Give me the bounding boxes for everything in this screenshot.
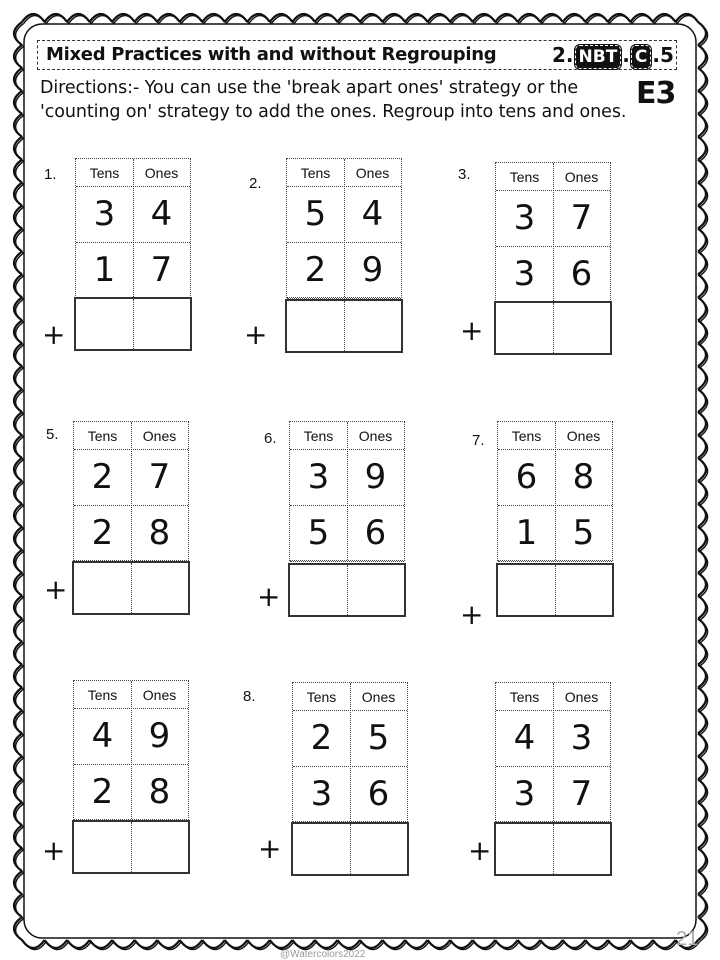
tens-digit: 1 — [93, 250, 116, 290]
tens-digit: 3 — [307, 457, 330, 497]
answer-divider — [133, 299, 134, 349]
addend-row-2 — [496, 247, 610, 303]
ones-digit: 7 — [570, 198, 593, 238]
place-value-chart — [497, 421, 613, 561]
ones-header: Ones — [361, 689, 396, 705]
ones-header: Ones — [564, 169, 599, 185]
addend-row-1 — [290, 450, 404, 506]
answer-box[interactable] — [72, 561, 190, 615]
addend-row-1 — [496, 191, 610, 247]
tens-digit: 2 — [91, 772, 114, 812]
standard-dot: . — [622, 43, 630, 67]
tens-header: Tens — [511, 428, 542, 444]
addend-row-2 — [287, 243, 401, 299]
addend-row-2 — [293, 767, 407, 823]
addend-row-2 — [496, 767, 610, 823]
plus-sign: + — [258, 832, 282, 865]
problem-number: 8. — [243, 688, 256, 705]
ones-digit: 9 — [364, 457, 387, 497]
answer-box[interactable] — [288, 563, 406, 617]
tens-digit: 2 — [91, 513, 114, 553]
ones-digit: 9 — [361, 250, 384, 290]
answer-divider — [347, 565, 348, 615]
ones-digit: 8 — [148, 772, 171, 812]
answer-divider — [131, 822, 132, 872]
problem-number: 3. — [458, 166, 471, 183]
standard-nbt: NBT — [575, 45, 622, 69]
tens-digit: 3 — [513, 254, 536, 294]
ones-digit: 8 — [572, 457, 595, 497]
tens-digit: 2 — [91, 457, 114, 497]
ones-digit: 7 — [150, 250, 173, 290]
ones-header: Ones — [355, 165, 390, 181]
answer-box[interactable] — [496, 563, 614, 617]
column-headers — [496, 683, 610, 711]
tens-digit: 2 — [310, 718, 333, 758]
place-value-chart — [289, 421, 405, 561]
plus-sign: + — [44, 573, 68, 606]
ones-digit: 7 — [148, 457, 171, 497]
column-headers — [498, 422, 612, 450]
answer-divider — [553, 824, 554, 874]
addend-row-2 — [76, 243, 190, 299]
ones-digit: 9 — [148, 716, 171, 756]
place-value-chart — [495, 162, 611, 302]
tens-digit: 3 — [93, 194, 116, 234]
answer-divider — [344, 301, 345, 351]
column-headers — [74, 681, 188, 709]
problem-number: 2. — [249, 175, 262, 192]
tens-header: Tens — [89, 165, 120, 181]
tens-digit: 4 — [513, 718, 536, 758]
column-headers — [293, 683, 407, 711]
tens-digit: 1 — [515, 513, 538, 553]
answer-box[interactable] — [285, 299, 403, 353]
addend-row-1 — [496, 711, 610, 767]
page-number: 21 — [676, 928, 699, 950]
addend-row-1 — [498, 450, 612, 506]
tens-digit: 5 — [307, 513, 330, 553]
ones-digit: 4 — [361, 194, 384, 234]
problem-number: 5. — [46, 426, 59, 443]
standard-prefix: 2. — [552, 43, 574, 67]
worksheet-code: E3 — [636, 76, 676, 111]
problem-number: 1. — [44, 166, 57, 183]
standard-c: C — [631, 45, 651, 69]
standard-suffix: .5 — [652, 43, 674, 67]
answer-divider — [555, 565, 556, 615]
column-headers — [496, 163, 610, 191]
tens-digit: 6 — [515, 457, 538, 497]
ones-digit: 5 — [367, 718, 390, 758]
ones-header: Ones — [564, 689, 599, 705]
column-headers — [74, 422, 188, 450]
place-value-chart — [495, 682, 611, 822]
addend-row-2 — [74, 765, 188, 821]
tens-digit: 2 — [304, 250, 327, 290]
ones-digit: 6 — [570, 254, 593, 294]
ones-digit: 6 — [367, 774, 390, 814]
tens-header: Tens — [300, 165, 331, 181]
answer-divider — [553, 303, 554, 353]
answer-box[interactable] — [74, 297, 192, 351]
tens-digit: 4 — [91, 716, 114, 756]
addend-row-2 — [498, 506, 612, 562]
ones-digit: 5 — [572, 513, 595, 553]
tens-digit: 5 — [304, 194, 327, 234]
plus-sign: + — [42, 834, 66, 867]
addend-row-1 — [287, 187, 401, 243]
ones-header: Ones — [358, 428, 393, 444]
standard-code — [552, 40, 674, 70]
plus-sign: + — [42, 318, 66, 351]
place-value-chart — [286, 158, 402, 298]
plus-sign: + — [244, 318, 268, 351]
tens-header: Tens — [509, 689, 540, 705]
tens-header: Tens — [306, 689, 337, 705]
ones-digit: 3 — [570, 718, 593, 758]
plus-sign: + — [460, 598, 484, 631]
problem-number: 7. — [472, 432, 485, 449]
tens-digit: 3 — [513, 774, 536, 814]
place-value-chart — [75, 158, 191, 298]
tens-header: Tens — [87, 687, 118, 703]
plus-sign: + — [257, 580, 281, 613]
ones-header: Ones — [144, 165, 179, 181]
addend-row-2 — [290, 506, 404, 562]
addend-row-1 — [76, 187, 190, 243]
addend-row-1 — [293, 711, 407, 767]
answer-box[interactable] — [494, 822, 612, 876]
ones-digit: 7 — [570, 774, 593, 814]
tens-header: Tens — [87, 428, 118, 444]
credit: @Watercolors2022 — [280, 949, 366, 960]
place-value-chart — [73, 680, 189, 820]
ones-header: Ones — [142, 428, 177, 444]
ones-header: Ones — [142, 687, 177, 703]
column-headers — [76, 159, 190, 187]
tens-digit: 3 — [310, 774, 333, 814]
directions: Directions:- You can use the 'break apart ones' strategy or the 'counting on' strategy to add the ones. Regroup into tens and ones. — [40, 78, 627, 122]
answer-box[interactable] — [494, 301, 612, 355]
plus-sign: + — [460, 314, 484, 347]
answer-box[interactable] — [72, 820, 190, 874]
place-value-chart — [73, 421, 189, 561]
answer-box[interactable] — [291, 822, 409, 876]
plus-sign: + — [468, 834, 492, 867]
addend-row-1 — [74, 709, 188, 765]
ones-digit: 8 — [148, 513, 171, 553]
place-value-chart — [292, 682, 408, 822]
answer-divider — [350, 824, 351, 874]
answer-divider — [131, 563, 132, 613]
problem-number: 6. — [264, 430, 277, 447]
ones-digit: 4 — [150, 194, 173, 234]
ones-header: Ones — [566, 428, 601, 444]
tens-header: Tens — [509, 169, 540, 185]
tens-header: Tens — [303, 428, 334, 444]
ones-digit: 6 — [364, 513, 387, 553]
tens-digit: 3 — [513, 198, 536, 238]
column-headers — [287, 159, 401, 187]
column-headers — [290, 422, 404, 450]
addend-row-1 — [74, 450, 188, 506]
page-title: Mixed Practices with and without Regrouping — [46, 44, 497, 65]
addend-row-2 — [74, 506, 188, 562]
